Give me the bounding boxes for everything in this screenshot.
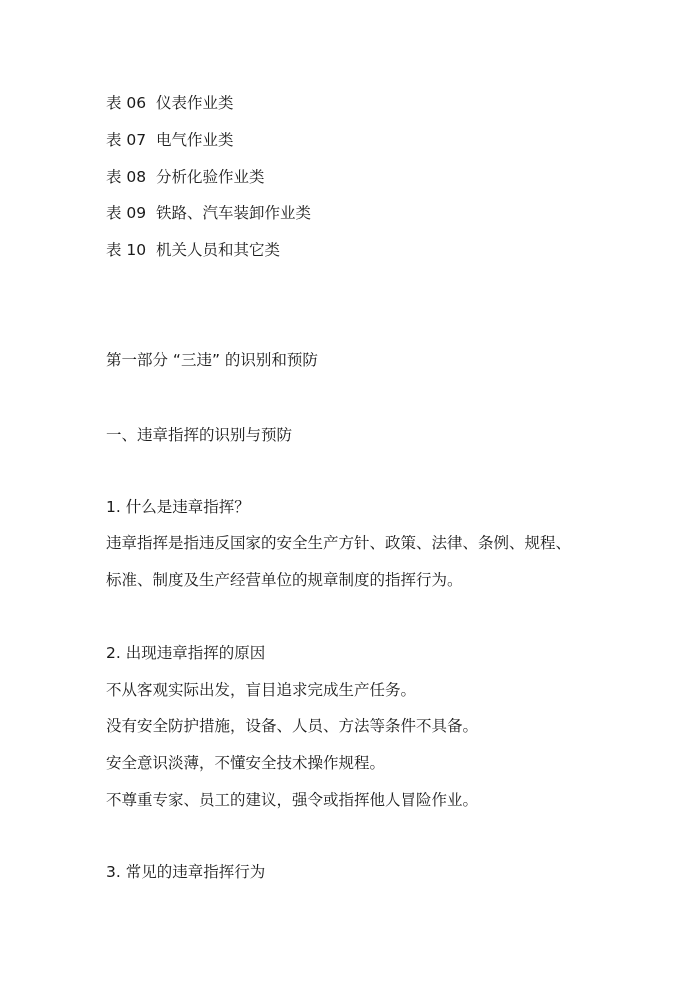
toc-item — [106, 93, 234, 113]
part-heading: 第一部分 “三违” 的识别和预防 — [106, 351, 318, 369]
question-heading: 1. 什么是违章指挥？ — [106, 498, 250, 516]
toc-title: 电气作业类 — [156, 131, 234, 149]
toc-number: 表 09 — [106, 204, 147, 222]
paragraph-line: 不尊重专家、员工的建议，强令或指挥他人冒险作业。 — [106, 791, 479, 809]
toc-number: 表 07 — [106, 131, 147, 149]
toc-title: 分析化验作业类 — [156, 168, 265, 186]
toc-number: 表 10 — [106, 241, 147, 259]
toc-title: 铁路、汽车装卸作业类 — [156, 204, 312, 222]
paragraph-line: 没有安全防护措施，设备、人员、方法等条件不具备。 — [106, 717, 479, 735]
paragraph-line: 违章指挥是指违反国家的安全生产方针、政策、法律、条例、规程、 — [106, 534, 572, 552]
paragraph-line: 安全意识淡薄，不懂安全技术操作规程。 — [106, 754, 386, 772]
question-heading: 3. 常见的违章指挥行为 — [106, 863, 266, 881]
paragraph-line: 不从客观实际出发，盲目追求完成生产任务。 — [106, 681, 417, 699]
section-heading: 一、违章指挥的识别与预防 — [106, 426, 293, 444]
paragraph-line: 标准、制度及生产经营单位的规章制度的指挥行为。 — [106, 571, 463, 589]
toc-number: 表 06 — [106, 94, 147, 112]
toc-number: 表 08 — [106, 168, 147, 186]
toc-title: 仪表作业类 — [156, 94, 234, 112]
toc-title: 机关人员和其它类 — [156, 241, 281, 259]
toc-item — [106, 203, 311, 223]
toc-item — [106, 240, 280, 260]
toc-item — [106, 130, 234, 150]
question-heading: 2. 出现违章指挥的原因 — [106, 644, 266, 662]
toc-item — [106, 167, 265, 187]
